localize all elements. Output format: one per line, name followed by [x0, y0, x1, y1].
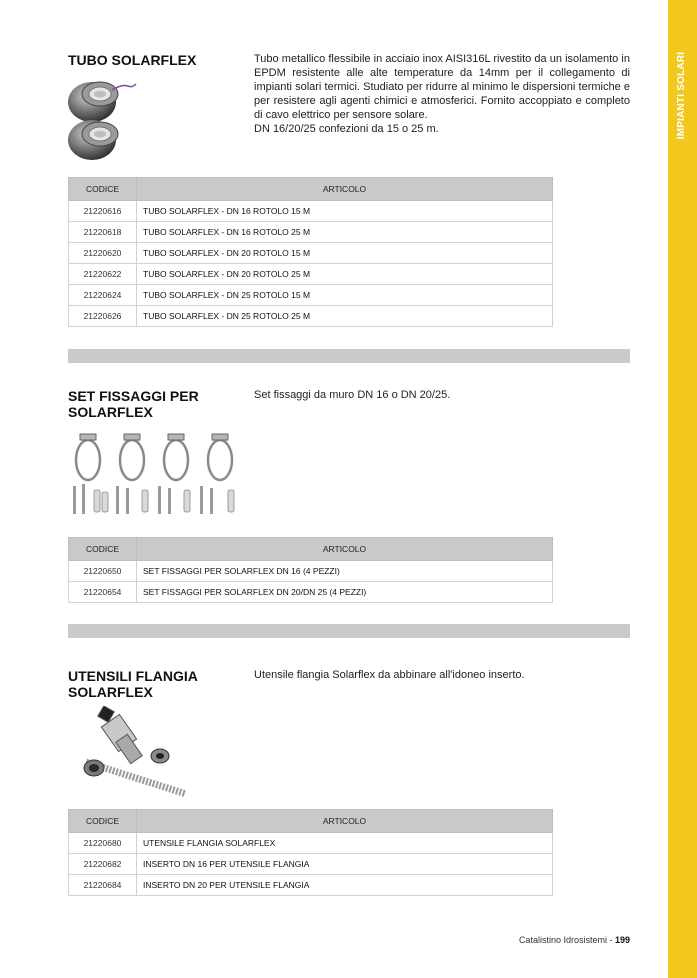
- table-row: [69, 833, 553, 854]
- product-table-utensili-flangia: [68, 809, 553, 896]
- article-cell: SET FISSAGGI PER SOLARFLEX DN 16 (4 PEZZI): [137, 561, 553, 582]
- table-header-row: [69, 178, 553, 201]
- article-cell: INSERTO DN 16 PER UTENSILE FLANGIA: [137, 854, 553, 875]
- column-header-code: CODICE: [69, 810, 137, 833]
- article-cell: TUBO SOLARFLEX - DN 25 ROTOLO 15 M: [137, 285, 553, 306]
- utensili-flangia-image: [78, 706, 194, 798]
- code-cell: 21220622: [69, 264, 137, 285]
- table-row: [69, 201, 553, 222]
- column-header-code: CODICE: [69, 538, 137, 561]
- page-number: 199: [614, 935, 630, 945]
- article-cell: TUBO SOLARFLEX - DN 25 ROTOLO 25 M: [137, 306, 553, 327]
- code-cell: 21220650: [69, 561, 137, 582]
- article-cell: TUBO SOLARFLEX - DN 20 ROTOLO 15 M: [137, 243, 553, 264]
- table-header-row: [69, 538, 553, 561]
- code-cell: 21220618: [69, 222, 137, 243]
- code-cell: 21220620: [69, 243, 137, 264]
- table-row: [69, 285, 553, 306]
- code-cell: 21220682: [69, 854, 137, 875]
- column-header-article: ARTICOLO: [137, 178, 553, 201]
- page-footer: [519, 935, 630, 945]
- code-cell: 21220684: [69, 875, 137, 896]
- article-cell: INSERTO DN 20 PER UTENSILE FLANGIA: [137, 875, 553, 896]
- table-row: [69, 264, 553, 285]
- section-divider: [68, 624, 630, 638]
- article-cell: TUBO SOLARFLEX - DN 16 ROTOLO 15 M: [137, 201, 553, 222]
- section-divider: [68, 349, 630, 363]
- table-row: [69, 306, 553, 327]
- article-cell: UTENSILE FLANGIA SOLARFLEX: [137, 833, 553, 854]
- code-cell: 21220654: [69, 582, 137, 603]
- side-category-label: IMPIANTI SOLARI: [676, 51, 688, 139]
- product-title-utensili-flangia: UTENSILI FLANGIA SOLARFLEX: [68, 668, 198, 700]
- product-title-tubo-solarflex: TUBO SOLARFLEX: [68, 52, 197, 68]
- column-header-article: ARTICOLO: [137, 538, 553, 561]
- product-description-utensili-flangia: Utensile flangia Solarflex da abbinare all'idoneo inserto.: [254, 669, 525, 681]
- table-row: [69, 222, 553, 243]
- code-cell: 21220680: [69, 833, 137, 854]
- column-header-code: CODICE: [69, 178, 137, 201]
- code-cell: 21220624: [69, 285, 137, 306]
- catalog-name: Catalistino Idrosistemi -: [518, 935, 615, 945]
- table-row: [69, 243, 553, 264]
- product-description-set-fissaggi: Set fissaggi da muro DN 16 o DN 20/25.: [254, 389, 451, 401]
- article-cell: TUBO SOLARFLEX - DN 16 ROTOLO 25 M: [137, 222, 553, 243]
- product-table-set-fissaggi: [68, 537, 553, 603]
- table-row: [69, 582, 553, 603]
- code-cell: 21220626: [69, 306, 137, 327]
- article-cell: TUBO SOLARFLEX - DN 20 ROTOLO 25 M: [137, 264, 553, 285]
- code-cell: 21220616: [69, 201, 137, 222]
- table-header-row: [69, 810, 553, 833]
- tubo-solarflex-image: [66, 72, 138, 162]
- product-title-set-fissaggi: SET FISSAGGI PER SOLARFLEX: [68, 388, 199, 420]
- set-fissaggi-image: [68, 428, 248, 518]
- article-cell: SET FISSAGGI PER SOLARFLEX DN 20/DN 25 (4 PEZZI): [137, 582, 553, 603]
- table-row: [69, 854, 553, 875]
- product-table-tubo-solarflex: [68, 177, 553, 327]
- table-row: [69, 875, 553, 896]
- table-row: [69, 561, 553, 582]
- column-header-article: ARTICOLO: [137, 810, 553, 833]
- product-description-tubo-solarflex: Tubo metallico flessibile in acciaio inox AISI316L rivestito da un isolamento in EPDM resistente alle alte temperature da 14mm per il collegamento di impianti solari termici. Studiato per ridurre al minimo le dispersioni termiche e per resistere agli agenti chimici e atmosferici. Fornito accoppiato e completo di cavo elettrico per sensore solare. DN 16/20/25 confezioni da 15 o 25 m.: [254, 53, 630, 135]
